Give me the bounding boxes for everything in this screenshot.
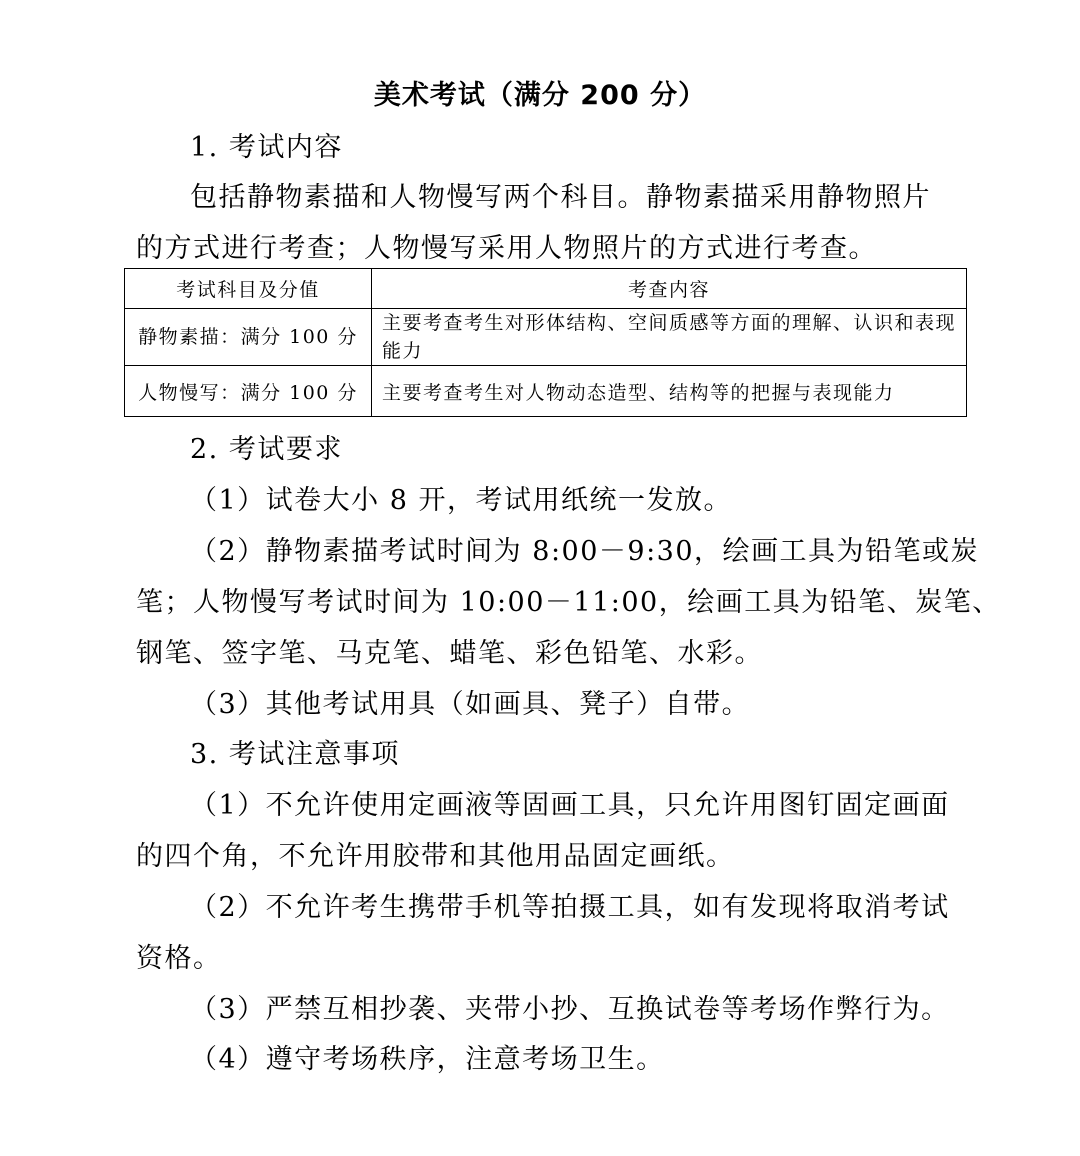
list-item: 笔；人物慢写考试时间为 10:00－11:00，绘画工具为铅笔、炭笔、 — [136, 587, 1001, 618]
list-item: 的四个角，不允许用胶带和其他用品固定画纸。 — [136, 841, 735, 872]
list-item: （2）静物素描考试时间为 8:00－9:30，绘画工具为铅笔或炭 — [190, 536, 980, 567]
subject-score-table — [124, 268, 967, 417]
list-item: （1）试卷大小 8 开，考试用纸统一发放。 — [190, 485, 733, 516]
list-item: 钢笔、签字笔、马克笔、蜡笔、彩色铅笔、水彩。 — [136, 638, 763, 669]
paragraph-line: 的方式进行考查；人物慢写采用人物照片的方式进行考查。 — [136, 233, 877, 264]
table-cell-subject: 人物慢写：满分 100 分 — [125, 366, 372, 417]
table-cell-content: 主要考查考生对人物动态造型、结构等的把握与表现能力 — [372, 366, 967, 417]
section-heading-requirements: 2. 考试要求 — [190, 434, 343, 465]
table-cell-subject: 静物素描：满分 100 分 — [125, 309, 372, 366]
table-header-cell: 考试科目及分值 — [125, 269, 372, 309]
list-item: （2）不允许考生携带手机等拍摄工具，如有发现将取消考试 — [190, 892, 950, 923]
table-row — [125, 366, 967, 417]
table-row — [125, 309, 967, 366]
table-header-cell: 考查内容 — [372, 269, 967, 309]
list-item: （3）其他考试用具（如画具、凳子）自带。 — [190, 689, 751, 720]
list-item: （1）不允许使用定画液等固画工具，只允许用图钉固定画面 — [190, 790, 950, 821]
section-heading-content: 1. 考试内容 — [190, 132, 343, 163]
table-header-row — [125, 269, 967, 309]
list-item: （4）遵守考场秩序，注意考场卫生。 — [190, 1044, 665, 1075]
table-cell-content: 主要考查考生对形体结构、空间质感等方面的理解、认识和表现能力 — [372, 309, 967, 366]
list-item: 资格。 — [136, 943, 222, 974]
paragraph-line: 包括静物素描和人物慢写两个科目。静物素描采用静物照片 — [190, 182, 931, 213]
page-title: 美术考试（满分 200 分） — [373, 80, 707, 111]
section-heading-notes: 3. 考试注意事项 — [190, 739, 400, 770]
list-item: （3）严禁互相抄袭、夹带小抄、互换试卷等考场作弊行为。 — [190, 994, 950, 1025]
